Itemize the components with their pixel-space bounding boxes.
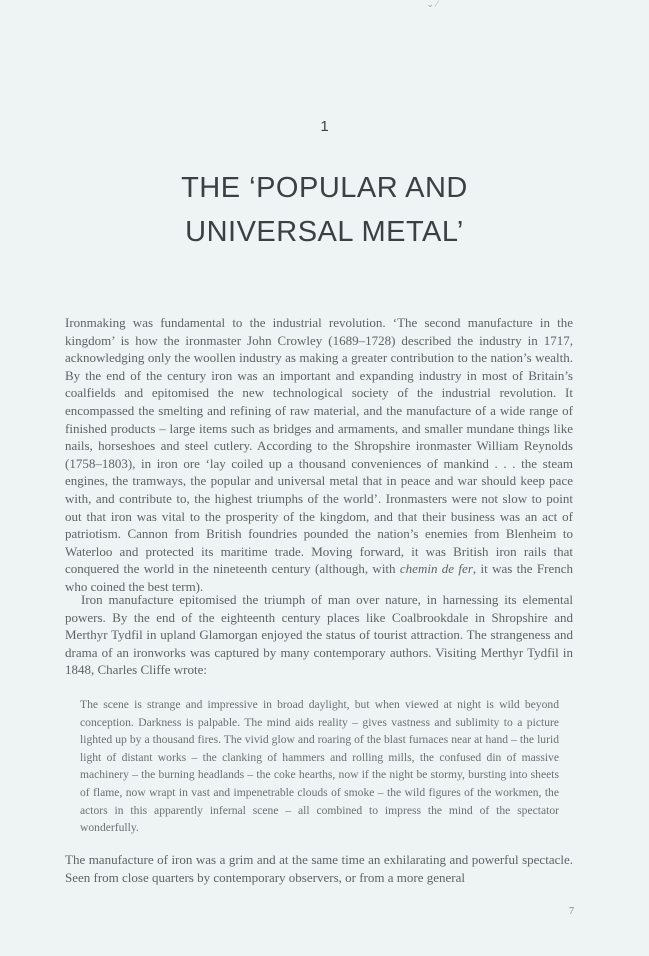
paragraph-2: Iron manufacture epitomised the triumph of man over nature, in harnessing its elemental powers. By the end of the eighteenth century places like Coalbrookdale in Shropshire and Merthyr Tydfil in upland Glamorgan enjoyed the status of tourist attraction. The strangeness and drama of an ironworks was captured by many contemporary authors. Visiting Merthyr Tydfil in 1848, Charles Cliffe wrote: (65, 592, 573, 678)
chapter-number: 1 (320, 118, 329, 135)
paragraph-1 (65, 314, 573, 596)
page-number: 7 (569, 906, 574, 917)
chapter-title (0, 166, 649, 254)
page-edge-mark: ⌄ ⁄ (426, 0, 438, 9)
paragraph-3: The manufacture of iron was a grim and at the same time an exhilarating and powerful spectacle. Seen from close quarters by contemporary observers, or from a more general (65, 852, 573, 885)
paragraph-1-end: , it was the French who coined the best term). (65, 561, 574, 594)
chapter-title-line-2: UNIVERSAL METAL’ (185, 216, 464, 248)
paragraph-1-text: Ironmaking was fundamental to the industrial revolution. ‘The second manufacture in the kingdom’ is how the ironmaster John Crowley (1689–1728) described the industry in 1717, acknowledging only the woollen industry as making a greater contribution to the nation’s wealth. By the end of the century iron was an important and expanding industry in most of Britain’s coalfields and epitomised the new technological society of the industrial revolution. It encompassed the smelting and refining of raw material, and the manufacture of a wide range of finished products – large items such as bridges and armaments, and smaller mundane things like nails, horseshoes and steel cutlery. According to the Shropshire ironmaster William Reynolds (1758–1803), in iron ore ‘lay coiled up a thousand conveniences of mankind . . . the steam engines, the tramways, the popular and universal metal that in peace and war should keep pace with, and contribute to, the highest triumphs of the world’. Ironmasters were not slow to point out that iron was vital to the prosperity of the kingdom, and that their business was an act of patriotism. Cannon from British foundries pounded the nation’s enemies from Blenheim to Waterloo and protected its maritime trade. Moving forward, it was British iron rails that conquered the world in the nineteenth century (although, with (65, 315, 573, 577)
block-quote: The scene is strange and impressive in broad daylight, but when viewed at night is wild beyond conception. Darkness is palpable. The mind aids reality – gives vastness and sublimity to a picture lighted up by a thousand fires. The vivid glow and roaring of the blast furnaces near at hand – the lurid light of distant works – the clanking of hammers and rolling mills, the confused din of massive machinery – the burning headlands – the coke hearths, now if the night be stormy, bursting into sheets of flame, now wrapt in vast and impenetrable clouds of smoke – the wild figures of the workmen, the actors in this apparently infernal scene – all combined to impress the mind of the spectator wonderfully. (80, 698, 559, 835)
chapter-title-line-1: THE ‘POPULAR AND (181, 172, 468, 204)
italic-term: chemin de fer (399, 561, 473, 577)
